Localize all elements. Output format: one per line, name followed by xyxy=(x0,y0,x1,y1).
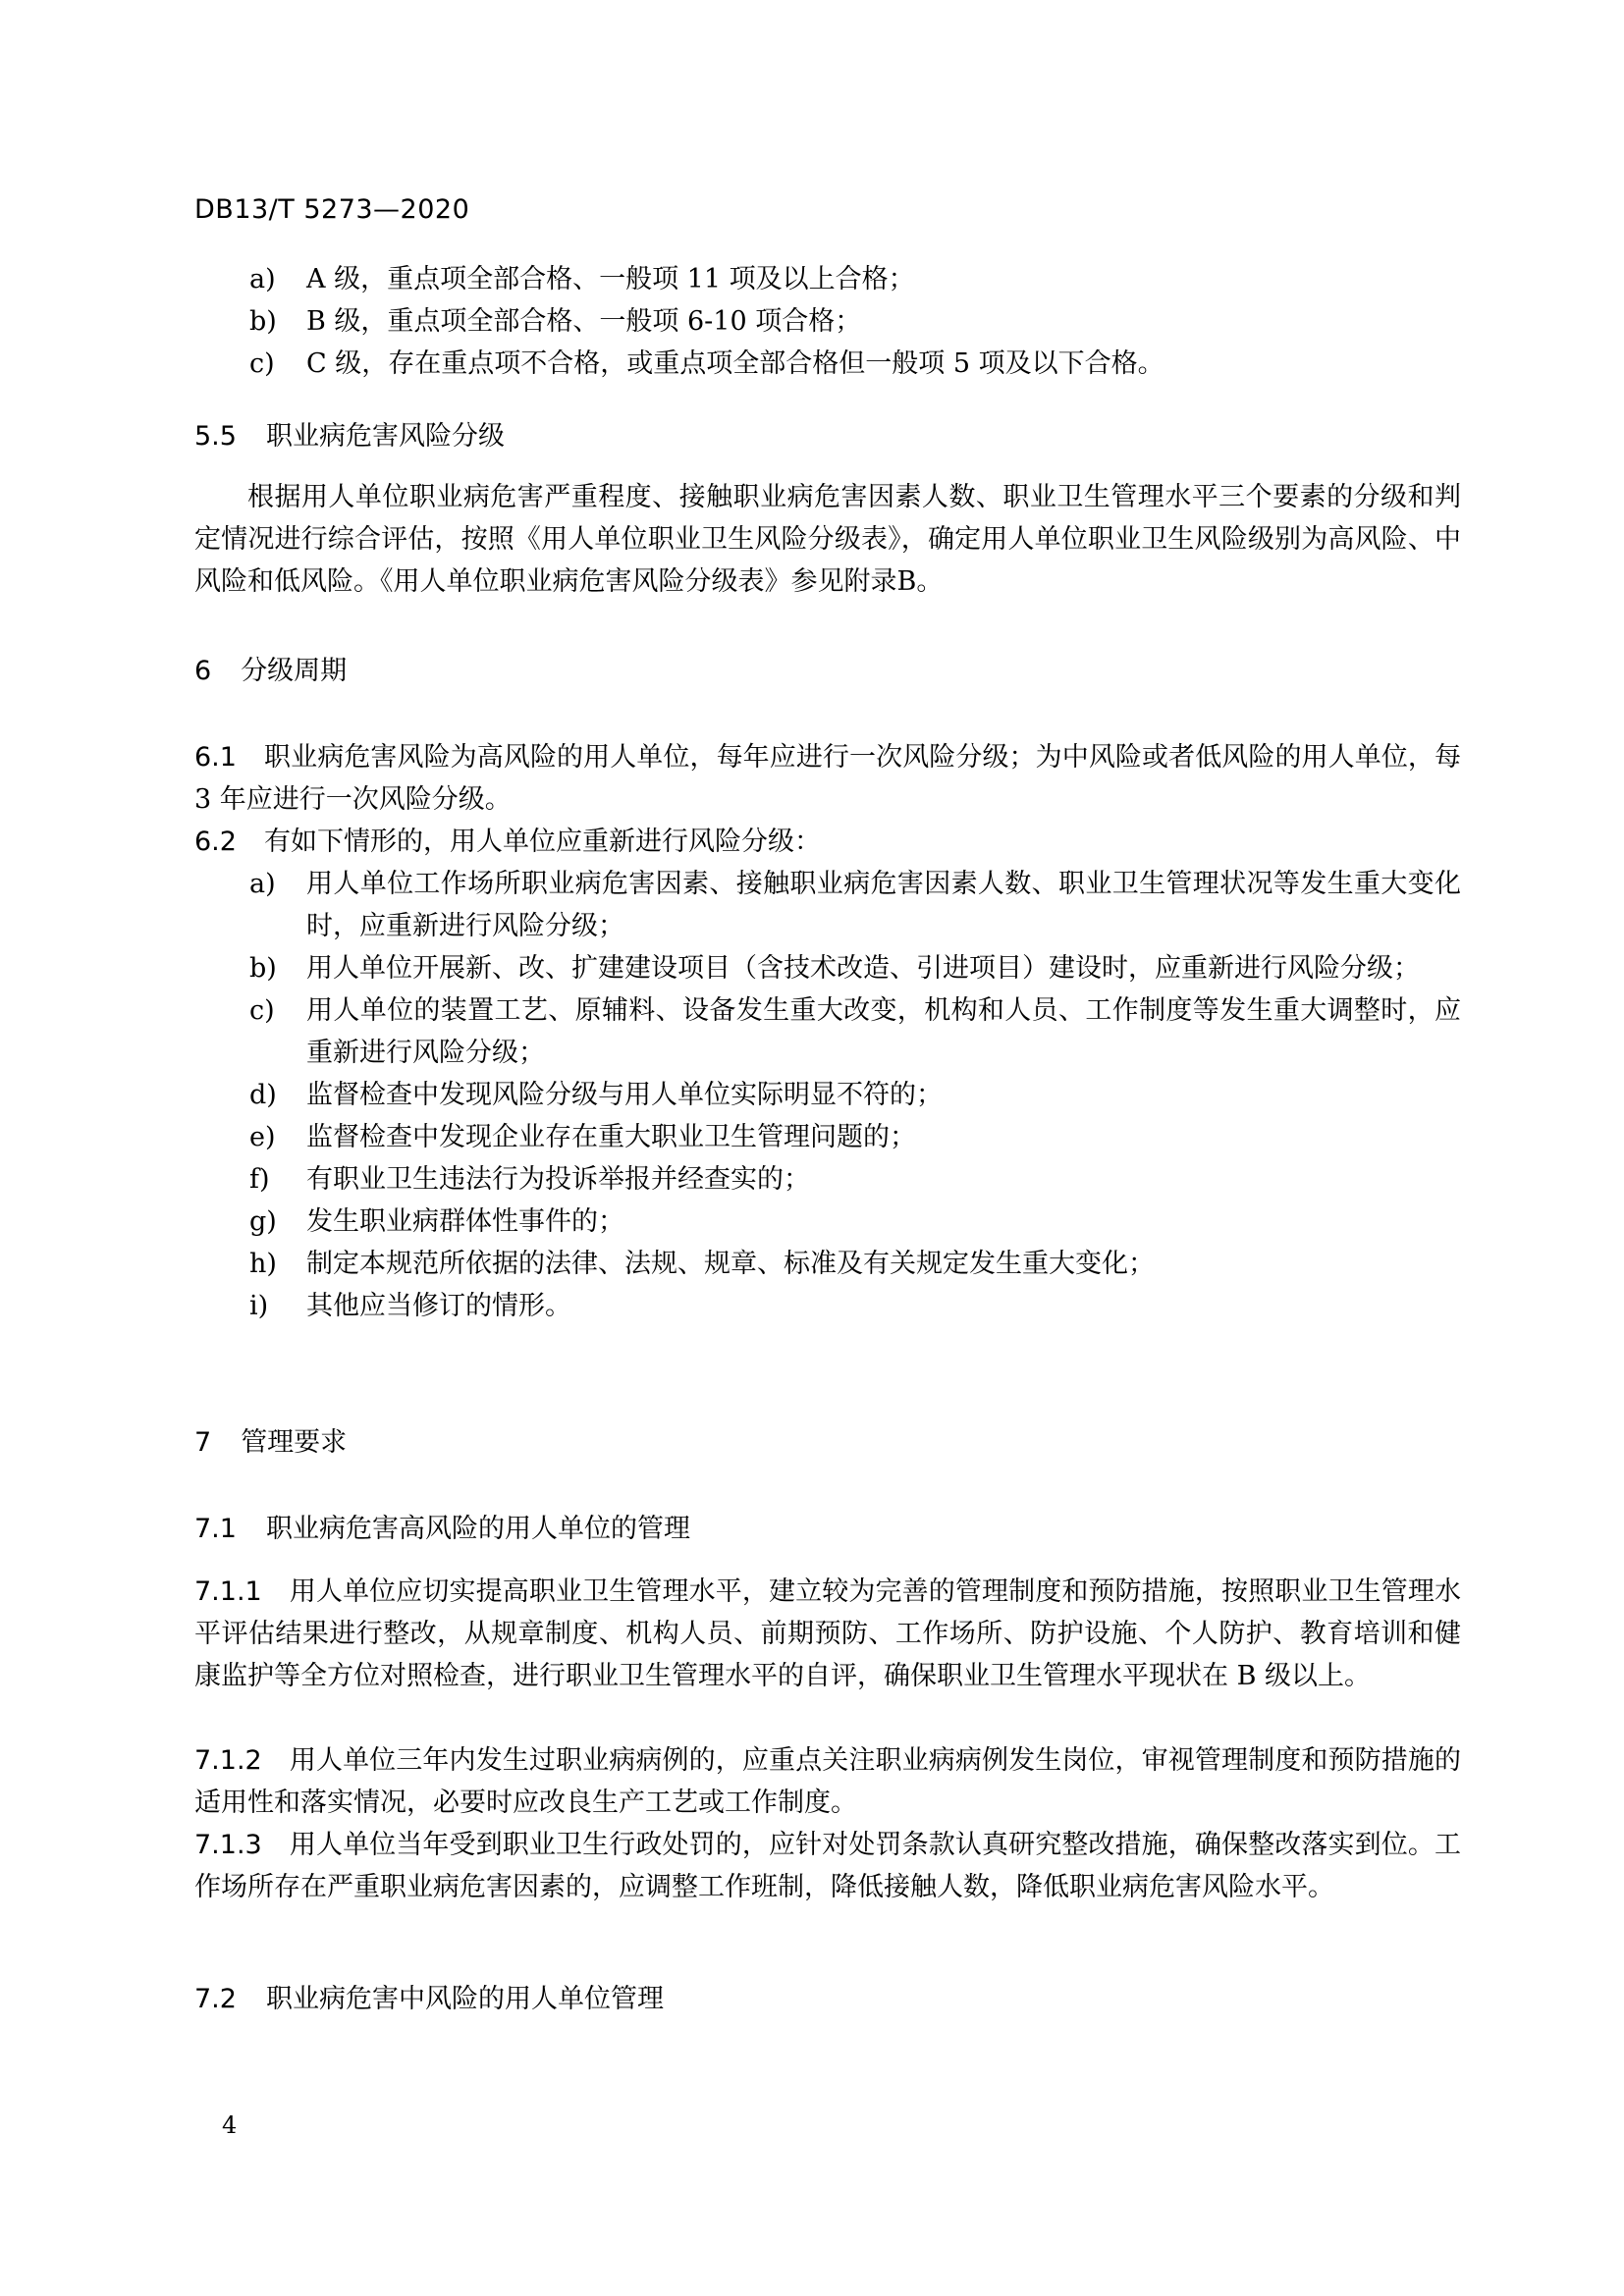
section-heading-5-5 xyxy=(194,415,1461,457)
list-item xyxy=(194,1285,1461,1327)
list-marker: c) xyxy=(249,995,275,1026)
list-marker: g) xyxy=(249,1206,277,1237)
clause-text: 用人单位三年内发生过职业病病例的，应重点关注职业病病例发生岗位，审视管理制度和预防措施的适用性和落实情况，必要时应改良生产工艺或工作制度。 xyxy=(194,1745,1461,1818)
section-number: 6 xyxy=(194,656,212,686)
clause-number: 7.1.1 xyxy=(194,1576,262,1607)
clause-text: 有如下情形的，用人单位应重新进行风险分级： xyxy=(263,827,821,857)
list-marker: i) xyxy=(249,1291,269,1321)
list-text: 用人单位工作场所职业病危害因素、接触职业病危害因素人数、职业卫生管理状况等发生重大变化时，应重新进行风险分级； xyxy=(306,869,1461,941)
list-text: 其他应当修订的情形。 xyxy=(306,1291,571,1321)
section-number: 5.5 xyxy=(194,421,237,452)
list-text: B 级，重点项全部合格、一般项 6-10 项合格； xyxy=(306,306,862,337)
list-text: 用人单位的装置工艺、原辅料、设备发生重大改变，机构和人员、工作制度等发生重大调整时，应重新进行风险分级； xyxy=(306,995,1461,1068)
list-item xyxy=(194,258,1461,300)
clause-6-1 xyxy=(194,736,1461,821)
clause-text: 职业病危害风险为高风险的用人单位，每年应进行一次风险分级；为中风险或者低风险的用人单位，每 3 年应进行一次风险分级。 xyxy=(194,742,1461,815)
list-text: 制定本规范所依据的法律、法规、规章、标准及有关规定发生重大变化； xyxy=(306,1249,1155,1279)
section-number: 7.1 xyxy=(194,1514,237,1544)
list-item xyxy=(194,1243,1461,1285)
section-title: 分级周期 xyxy=(241,656,348,686)
list-text: 监督检查中发现企业存在重大职业卫生管理问题的； xyxy=(306,1122,916,1152)
page-number: 4 xyxy=(222,2111,238,2139)
section-title: 职业病危害中风险的用人单位管理 xyxy=(265,1984,664,2014)
section-title: 职业病危害风险分级 xyxy=(265,421,505,452)
list-item xyxy=(194,343,1461,385)
clause-number: 6.2 xyxy=(194,827,237,857)
section-heading-6 xyxy=(194,650,1461,692)
list-text: 监督检查中发现风险分级与用人单位实际明显不符的； xyxy=(306,1080,943,1110)
section-title: 职业病危害高风险的用人单位的管理 xyxy=(265,1514,690,1544)
list-item xyxy=(194,1158,1461,1201)
list-marker: h) xyxy=(249,1249,277,1279)
clause-number: 7.1.2 xyxy=(194,1745,262,1776)
section-5-5-paragraph: 根据用人单位职业病危害严重程度、接触职业病危害因素人数、职业卫生管理水平三个要素的分级和判定情况进行综合评估，按照《用人单位职业卫生风险分级表》，确定用人单位职业卫生风险级别为高风险、中风险和低风险。《用人单位职业病危害风险分级表》参见附录B。 xyxy=(194,482,1461,597)
list-marker: a) xyxy=(249,264,276,294)
list-item xyxy=(194,863,1461,947)
list-marker: c) xyxy=(249,348,275,379)
list-marker: f) xyxy=(249,1164,270,1195)
document-code: DB13/T 5273—2020 xyxy=(194,194,470,225)
list-marker: a) xyxy=(249,869,276,899)
clause-text: 用人单位当年受到职业卫生行政处罚的，应针对处罚条款认真研究整改措施，确保整改落实到位。工作场所存在严重职业病危害因素的，应调整工作班制，降低接触人数，降低职业病危害风险水平。 xyxy=(194,1830,1461,1902)
list-marker: b) xyxy=(249,953,277,984)
list-item xyxy=(194,947,1461,989)
clause-7-1-3 xyxy=(194,1824,1461,1908)
clause-7-1-1 xyxy=(194,1571,1461,1697)
list-item xyxy=(194,1116,1461,1158)
list-item xyxy=(194,989,1461,1074)
section-number: 7 xyxy=(194,1427,212,1458)
section-title: 管理要求 xyxy=(241,1427,348,1458)
list-text: 有职业卫生违法行为投诉举报并经查实的； xyxy=(306,1164,810,1195)
list-item xyxy=(194,300,1461,343)
list-marker: d) xyxy=(249,1080,277,1110)
list-text: 发生职业病群体性事件的； xyxy=(306,1206,624,1237)
list-text: A 级，重点项全部合格、一般项 11 项及以上合格； xyxy=(306,264,915,294)
section-heading-7 xyxy=(194,1421,1461,1464)
section-heading-7-2 xyxy=(194,1978,1461,2020)
list-item xyxy=(194,1201,1461,1243)
clause-number: 6.1 xyxy=(194,742,237,773)
list-text: C 级，存在重点项不合格，或重点项全部合格但一般项 5 项及以下合格。 xyxy=(306,348,1164,379)
section-number: 7.2 xyxy=(194,1984,237,2014)
list-marker: e) xyxy=(249,1122,276,1152)
clause-text: 用人单位应切实提高职业卫生管理水平，建立较为完善的管理制度和预防措施，按照职业卫生管理水平评估结果进行整改，从规章制度、机构人员、前期预防、工作场所、防护设施、个人防护、教育培训和健康监护等全方位对照检查，进行职业卫生管理水平的自评，确保职业卫生管理水平现状在 B 级以上。 xyxy=(194,1576,1461,1691)
clause-number: 7.1.3 xyxy=(194,1830,262,1860)
list-item xyxy=(194,1074,1461,1116)
section-heading-7-1 xyxy=(194,1508,1461,1550)
list-marker: b) xyxy=(249,306,277,337)
list-text: 用人单位开展新、改、扩建建设项目（含技术改造、引进项目）建设时，应重新进行风险分级； xyxy=(306,953,1420,984)
clause-7-1-2 xyxy=(194,1739,1461,1824)
clause-6-2 xyxy=(194,821,1461,1327)
grade-list xyxy=(194,258,1461,385)
